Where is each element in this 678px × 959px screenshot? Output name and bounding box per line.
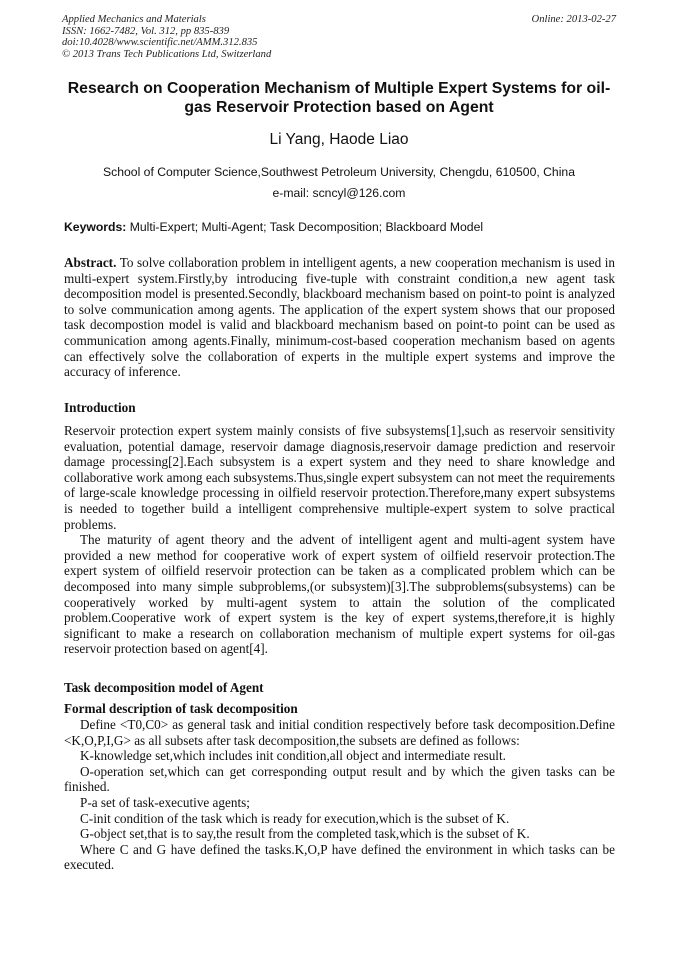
task-item: O-operation set,which can get corresponding output result and by which the given tasks can be finished. xyxy=(64,763,615,795)
paper-title: Research on Cooperation Mechanism of Multiple Expert Systems for oil-gas Reservoir Protection based on Agent xyxy=(67,80,611,116)
task-subheading: Formal description of task decomposition xyxy=(64,701,298,716)
abstract-label: Abstract. xyxy=(64,255,117,270)
intro-paragraph-2: The maturity of agent theory and the advent of intelligent agent and multi-agent system have provided a new method for cooperative work of expert system of oilfield reservoir protection.The expert system of oilfield reservoir protection can be taken as a complicated problem which can be decomposed into many simple subproblems,(or subsystem)[3].The subproblems(subsystems) can be cooperatively worked by multi-agent system to attain the solution of the complicated problem.Cooperative work of expert system is the key of expert systems,therefore,it is highly significant to make a research on collaboration mechanism of multiple expert systems for oil-gas reservoir protection based on agent[4]. xyxy=(64,532,615,657)
journal-header xyxy=(62,14,616,60)
intro-paragraph-1: Reservoir protection expert system mainly consists of five subsystems[1],such as reservoir sensitivity evaluation, potential damage, reservoir damage diagnosis,reservoir damage prediction and reservoir damage processing[2].Each subsystem is a expert system and they need to share knowledge and collaborative work among each subsystems.Thus,single expert subsystem can not meet the requirements of large-scale knowledge processing in oilfield reservoir protection.Therefore,many expert subsystems is needed to together build a intelligent comprehensive multiple-expert system to solve practical problems. xyxy=(64,423,615,532)
doi-line: doi:10.4028/www.scientific.net/AMM.312.835 xyxy=(62,37,258,49)
affiliation: School of Computer Science,Southwest Petroleum University, Chengdu, 610500, China xyxy=(103,165,575,179)
authors: Li Yang, Haode Liao xyxy=(269,131,409,148)
introduction-body xyxy=(64,423,615,657)
task-section-body xyxy=(64,717,615,873)
copyright-line: © 2013 Trans Tech Publications Ltd, Switzerland xyxy=(62,48,272,60)
task-item: C-init condition of the task which is ready for execution,which is the subset of K. xyxy=(80,810,510,826)
journal-name: Applied Mechanics and Materials xyxy=(62,14,206,25)
abstract xyxy=(64,255,615,380)
keywords-label: Keywords: xyxy=(64,220,127,234)
task-paragraph-1: Define <T0,C0> as general task and initial condition respectively before task decomposition.Define <K,O,P,I,G> as all subsets after task decomposition,the subsets are defined as follows: xyxy=(64,717,615,748)
task-section-heading: Task decomposition model of Agent xyxy=(64,680,264,695)
task-item: K-knowledge set,which includes init condition,all object and intermediate result. xyxy=(80,748,506,764)
task-item: G-object set,that is to say,the result from the completed task,which is the subset of K. xyxy=(80,826,530,842)
issn-line: ISSN: 1662-7482, Vol. 312, pp 835-839 xyxy=(62,25,230,37)
task-item: P-a set of task-executive agents; xyxy=(80,794,250,810)
keywords xyxy=(64,220,614,234)
email: e-mail: scncyl@126.com xyxy=(272,186,406,200)
online-date: Online: 2013-02-27 xyxy=(531,14,616,25)
abstract-text: To solve collaboration problem in intelligent agents, a new cooperation mechanism is used in multi-expert system.Firstly,by introducing five-tuple with constraint condition,a new agent task decomposition model is presented.Secondly, blackboard mechanism based on point-to point is analyzed to solve communication among agents. The application of the expert system shows that our proposed task decompostion model is valid and blackboard mechanism based on point-to point can be used as communication among agents.Finally, minimum-cost-based cooperation mechanism based on agents can effectively solve the collaboration of experts in the multiple expert systems and improve the accuracy of inference. xyxy=(64,255,615,380)
keywords-text: Multi-Expert; Multi-Agent; Task Decomposition; Blackboard Model xyxy=(129,220,484,234)
introduction-heading: Introduction xyxy=(64,400,136,415)
task-item: Where C and G have defined the tasks.K,O,P have defined the environment in which tasks can be executed. xyxy=(64,841,615,873)
